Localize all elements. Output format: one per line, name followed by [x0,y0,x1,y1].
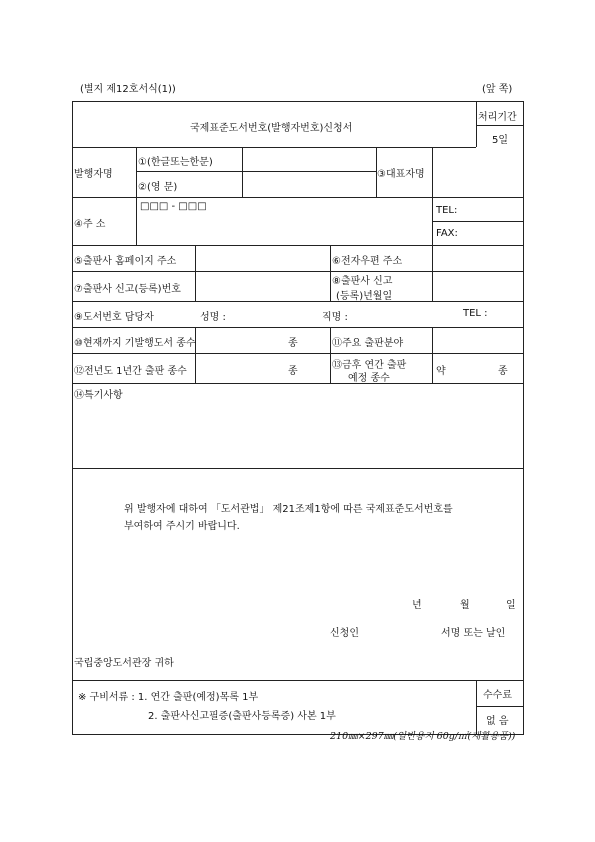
contact-tel-label: TEL : [463,308,488,319]
page-side-label: (앞 쪽) [482,84,513,95]
planned-count-label-2: 예정 종수 [348,373,390,384]
representative-label: ③대표자명 [377,169,425,180]
paper-size-note: 210㎜×297㎜(일반용지 60g/㎡(재활용품)) [330,731,516,742]
published-count-unit: 종 [288,338,298,349]
contact-label: ⑨도서번호 담당자 [74,312,154,323]
registration-date-label-2: (등록)년월일 [336,291,393,302]
planned-count-label-1: ⑬금후 연간 출판 [332,360,407,371]
last-year-count-unit: 종 [288,366,298,377]
publisher-name-korean-label: ①(한글또는한문) [138,157,213,168]
form-number: (별지 제12호서식(1)) [80,84,176,95]
fee-label: 수수료 [483,690,512,701]
tel-label: TEL: [436,205,458,216]
last-year-count-label: ⑫전년도 1년간 출판 종수 [74,366,187,377]
contact-name-label: 성명 : [200,312,226,323]
main-field-label: ⑪주요 출판분야 [332,338,404,349]
notes-label: ⑭특기사항 [74,390,123,401]
address-label: ④주 소 [74,219,106,230]
processing-period-label: 처리기간 [478,112,517,123]
homepage-label: ⑤출판사 홈페이지 주소 [74,256,177,267]
statement-line-1: 위 발행자에 대하여 「도서관법」 제21조제1항에 따른 국제표준도서번호를 [124,504,453,515]
processing-period-value: 5일 [492,135,509,146]
registration-number-label: ⑦출판사 신고(등록)번호 [74,284,181,295]
contact-title-label: 직명 : [322,312,348,323]
date-day: 일 [506,600,516,611]
date-month: 월 [460,600,470,611]
applicant-label: 신청인 [330,628,359,639]
recipient: 국립중앙도서관장 귀하 [74,658,174,669]
attachments-line-2: 2. 출판사신고필증(출판사등록증) 사본 1부 [148,711,336,722]
fax-label: FAX: [436,228,458,239]
planned-count-prefix: 약 [436,366,446,377]
publisher-name-english-label: ②(영 문) [138,182,178,193]
date-year: 년 [412,600,422,611]
publisher-name-label: 발행자명 [74,169,113,180]
registration-date-label-1: ⑧출판사 신고 [332,276,393,287]
form-title: 국제표준도서번호(발행자번호)신청서 [190,123,353,134]
published-count-label: ⑩현재까지 기발행도서 종수 [74,338,196,349]
email-label: ⑥전자우편 주소 [332,256,403,267]
statement-line-2: 부여하여 주시기 바랍니다. [124,521,240,532]
postal-code-boxes[interactable]: □□□ - □□□ [140,201,207,212]
fee-value: 없 음 [486,716,509,727]
planned-count-unit: 종 [498,366,508,377]
signature-label: 서명 또는 날인 [441,628,506,639]
attachments-line-1: ※ 구비서류 : 1. 연간 출판(예정)목록 1부 [78,692,259,703]
